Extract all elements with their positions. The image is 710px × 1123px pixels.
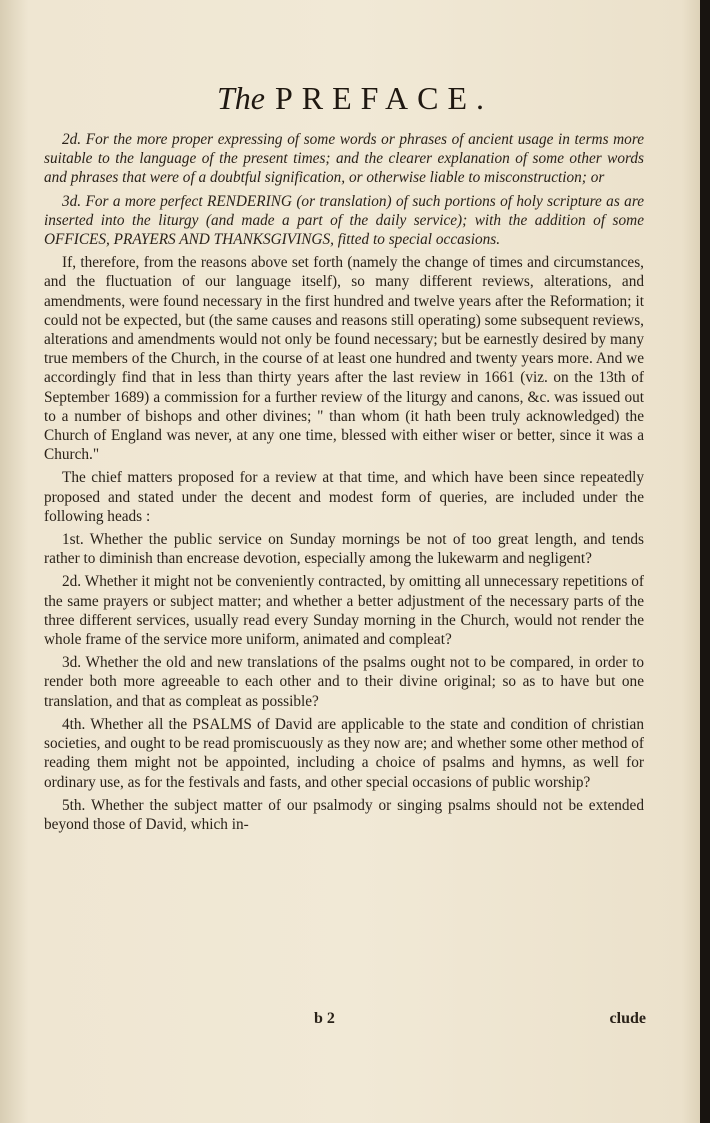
paragraph-3: If, therefore, from the reasons above set forth (namely the change of times and circumstances, and the fluctuation of our language itself), so many different reviews, alterations, and amendments, were found necessary in the first hundred and twelve years after the Reformation; it could not be expected, but (the same causes and reasons still operating) some subsequent reviews, alterations and amendments would not only be found necessary; but be earnestly desired by many true members of the Church, in the course of at least one hundred and twenty years more. And we accordingly find that in less than thirty years after the last review in 1661 (viz. on the 13th of September 1689) a commission for a further review of the liturgy and canons, &c. was issued out to a number of bishops and other divines; " than whom (it hath been truly acknowledged) the Church of England was never, at any one time, blessed with either wiser or better, since it was a Church." xyxy=(44,254,644,464)
page-title xyxy=(0,80,710,117)
paragraph-4: The chief matters proposed for a review at that time, and which have been since repeatedly proposed and stated under the decent and modest form of queries, are included under the following heads : xyxy=(44,469,644,525)
paragraph-7: 3d. Whether the old and new translations of the psalms ought not to be compared, in order to render both more agreeable to each other and to their divine original; so as to have but one translation, and that as compleat as possible? xyxy=(44,654,644,710)
title-prefix: The xyxy=(216,80,265,116)
paragraph-6: 2d. Whether it might not be conveniently contracted, by omitting all unnecessary repetitions of the same prayers or subject matter; and whether a better adjustment of the necessary parts of the three different services, usually read every Sunday morning in the Church, would not render the whole frame of the service more uniform, animated and compleat? xyxy=(44,573,644,649)
title-word: PREFACE. xyxy=(274,80,494,116)
paragraph-8: 4th. Whether all the PSALMS of David are applicable to the state and condition of christian societies, and ought to be read promiscuously as they now are; and whether some other method of reading them might not be appointed, including a choice of psalms and hymns, as well for ordinary use, as for the festivals and fasts, and other special occasions of public worship? xyxy=(44,715,644,791)
paragraph-2: 3d. For a more perfect RENDERING (or translation) of such portions of holy scripture as are inserted into the liturgy (and made a part of the daily service); with the addition of some OFFICES, PRAYERS AND THANKSGIVINGS, fitted to special occasions. xyxy=(44,192,644,249)
preface-text xyxy=(44,130,644,838)
paragraph-5: 1st. Whether the public service on Sunday mornings be not of too great length, and tends rather to diminish than encrease devotion, especially among the lukewarm and negligent? xyxy=(44,531,644,568)
paragraph-1: 2d. For the more proper expressing of some words or phrases of ancient usage in terms more suitable to the language of the present times; and the clearer explanation of some other words and phrases that were of a doubtful signification, or otherwise liable to misconstruction; or xyxy=(44,131,644,187)
book-spine-edge xyxy=(700,0,710,1123)
signature-mark: b 2 xyxy=(314,1010,335,1027)
page-footer xyxy=(44,1010,644,1032)
paragraph-9: 5th. Whether the subject matter of our psalmody or singing psalms should not be extended beyond those of David, which in- xyxy=(44,796,644,833)
catchword: clude xyxy=(609,1010,646,1027)
